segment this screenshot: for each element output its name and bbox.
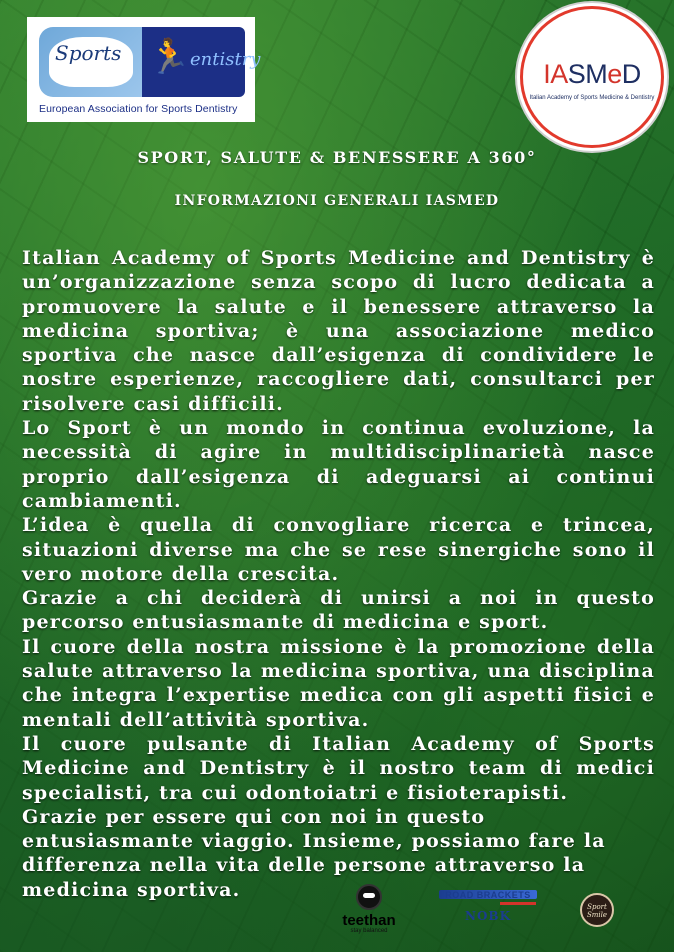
eas-dentistry-word: entistry [190, 49, 261, 70]
iasmed-wordmark: IASMeD [543, 59, 641, 89]
runner-icon: 🏃 entistry [142, 27, 245, 97]
paragraph: Italian Academy of Sports Medicine and Dentistry è un’organizzazione senza scopo di lucro dedicata a promuovere la salute e il benessere attraverso la medicina sportiva; è una associazione medico sportiva che nasce dall’esigenza di condividere le nostre esperienze, raccogliere dati, consultarci per risolvere casi difficili. [22, 247, 655, 415]
paragraph: Grazie a chi deciderà di unirsi a noi in questo percorso entusiasmante di medicina e sport. [22, 587, 655, 634]
bracket-sub: NOBK [465, 909, 511, 923]
eas-sports-word: Sports [55, 41, 122, 65]
paragraph: Il cuore della nostra missione è la promozione della salute attraverso la medicina sportiva, una disciplina che integra l’expertise medica con gli aspetti fisici e mentali dell’attività sportiva. [22, 635, 655, 731]
iasmed-subtitle: Italian Academy of Sports Medicine & Dentistry [529, 95, 655, 101]
teethan-name: teethan [342, 912, 396, 929]
eas-logo [27, 17, 261, 122]
teethan-icon [356, 884, 382, 910]
body-text [22, 246, 655, 902]
teethan-logo [330, 884, 408, 935]
teethan-tagline: stay balanced [350, 928, 388, 934]
eas-caption: European Association for Sports Dentistry [39, 103, 238, 115]
smile-badge-logo: Sport Smile [580, 893, 614, 927]
tooth-icon [39, 27, 142, 97]
page-title: SPORT, SALUTE & BENESSERE A 360° [137, 148, 537, 167]
bracket-logo [438, 890, 538, 932]
bracket-name: ROAD BRACKETS [445, 890, 531, 900]
iasmed-logo [523, 9, 661, 145]
paragraph: Il cuore pulsante di Italian Academy of Sports Medicine and Dentistry è il nostro team di medici specialisti, tra cui odontoiatri e fisioterapisti. [22, 732, 655, 804]
paragraph: Grazie per essere qui con noi in questo entusiasmante viaggio. Insieme, possiamo fare la differenza nella vita delle persone attraverso la medicina sportiva. [22, 805, 606, 901]
paragraph: L’idea è quella di convogliare ricerca e trincea, situazioni diverse ma che se rese sinergiche sono il vero motore della crescita. [22, 514, 655, 585]
paragraph: Lo Sport è un mondo in continua evoluzione, la necessità di agire in multidisciplinarietà nasce proprio dall’esigenza di adeguarsi ai continui cambiamenti. [22, 417, 655, 512]
page-subtitle: INFORMAZIONI GENERALI IASMED [174, 193, 500, 209]
